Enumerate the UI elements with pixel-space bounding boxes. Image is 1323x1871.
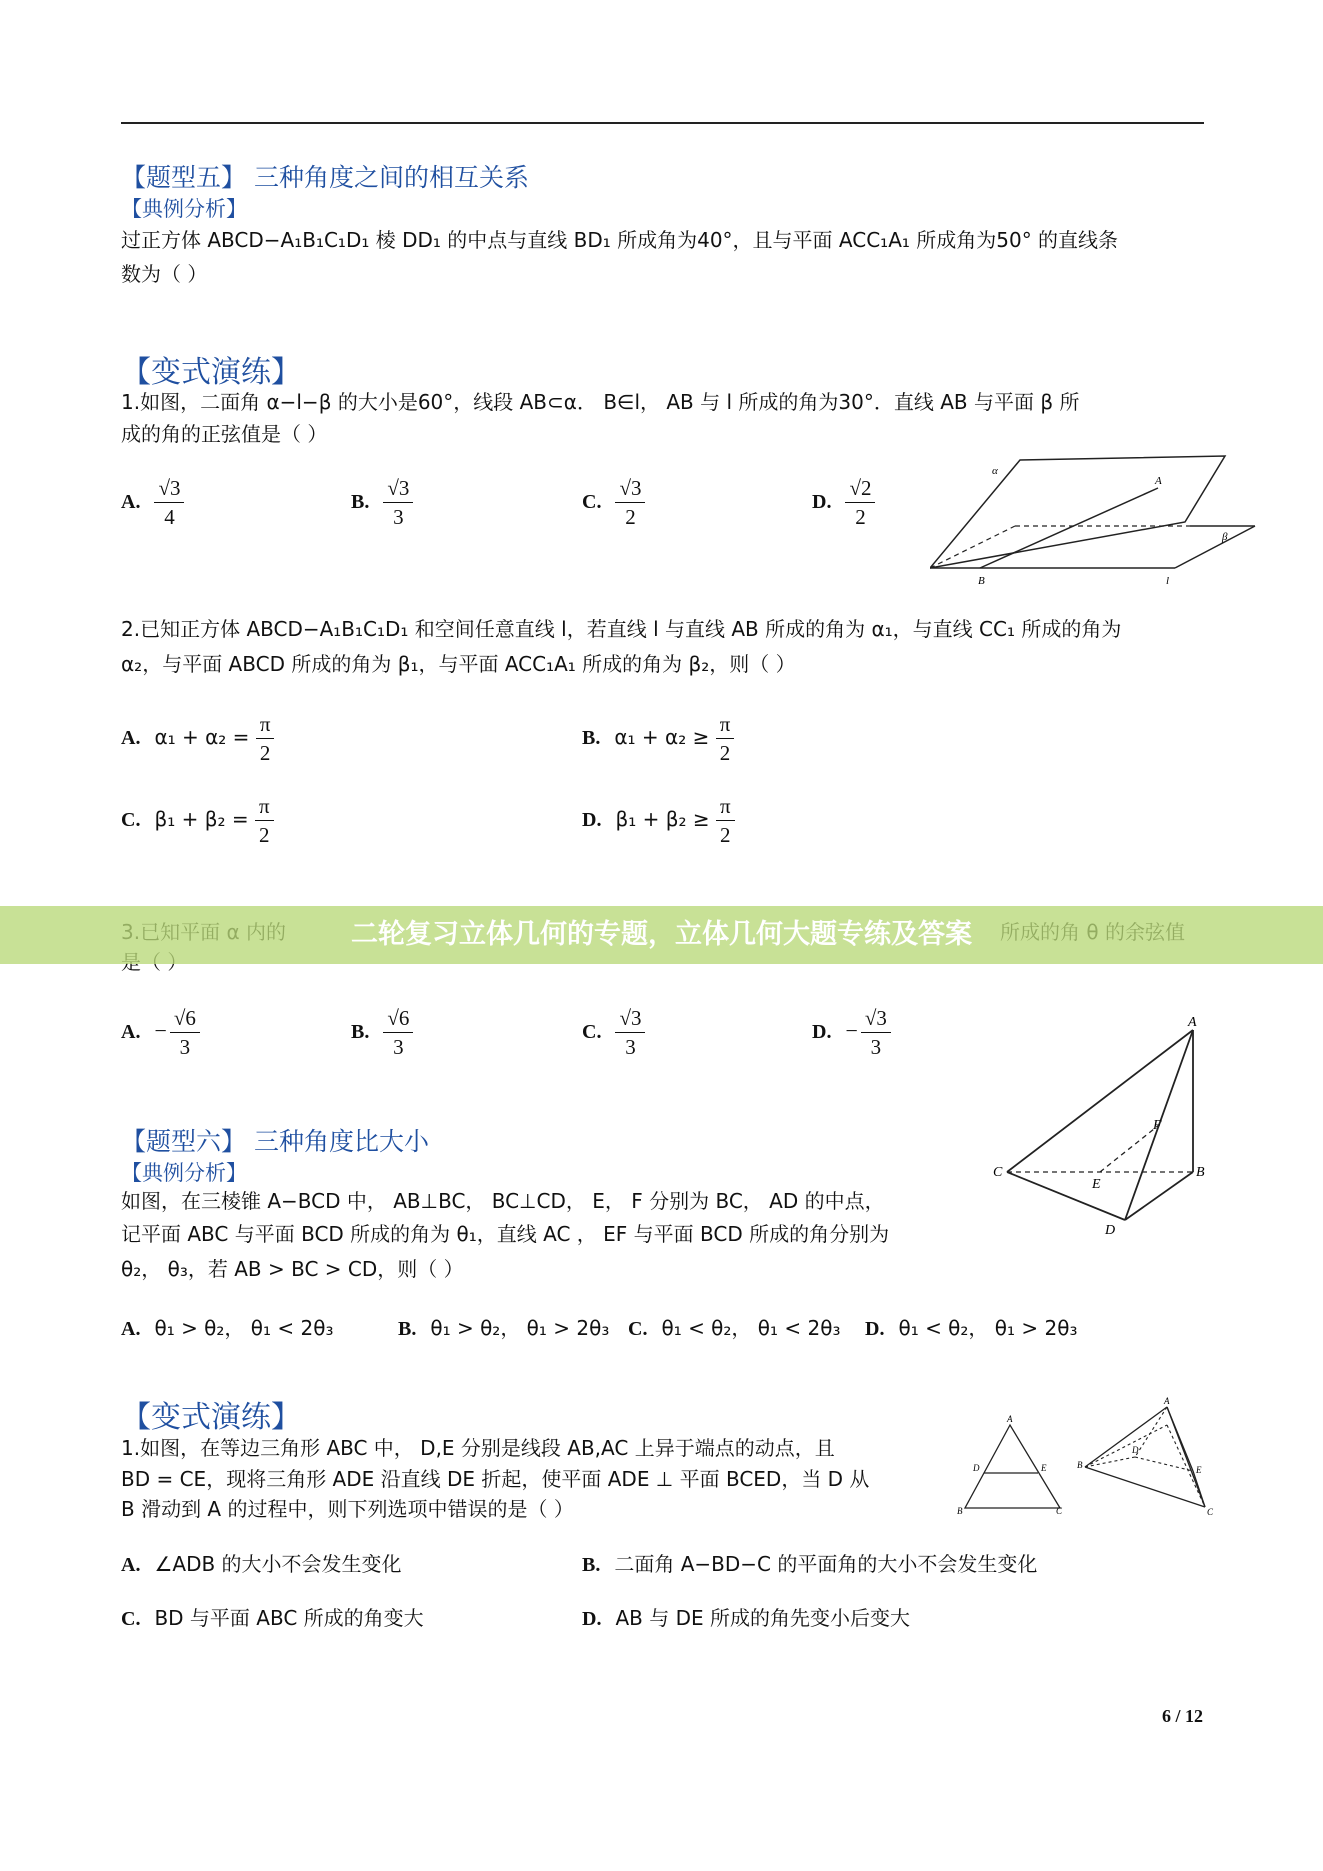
v2-option-b: B. 二面角 A−BD−C 的平面角的大小不会发生变化	[582, 1552, 1038, 1576]
v2-q1-line1: 1.如图，在等边三角形 ABC 中， D,E 分别是线段 AB,AC 上异于端点的动点，且	[121, 1436, 835, 1460]
fig3-b-label: B	[957, 1506, 963, 1516]
fig4-b-label: B	[1077, 1460, 1083, 1470]
v1-q1-option-c: C. $\frac{√3}{2}$	[582, 474, 645, 531]
v1-q2-option-a: A. α₁ + α₂ = $\frac{\pi}{2}$	[121, 710, 274, 767]
v2-option-d: D. AB 与 DE 所成的角先变小后变大	[582, 1606, 910, 1630]
v2-option-a: A. ∠ADB 的大小不会发生变化	[121, 1552, 402, 1576]
pyramid-figure	[985, 1010, 1215, 1235]
fig3-e-label: E	[1041, 1463, 1047, 1473]
section5-example-label: 【典例分析】	[121, 197, 247, 221]
v1-q3-option-a: A. − $\frac{√6}{3}$	[121, 1004, 200, 1061]
fig1-a-label: A	[1155, 475, 1162, 487]
fig4-a-label: A	[1164, 1396, 1170, 1406]
variant1-title: 【变式演练】	[121, 355, 301, 390]
fig4-d-label: D	[1132, 1445, 1139, 1455]
page-number: 6 / 12	[1161, 1706, 1203, 1726]
v1-q3-option-c: C. $\frac{√3}{3}$	[582, 1004, 645, 1061]
section6-title: 【题型六】 三种角度比大小	[121, 1127, 429, 1156]
s6-option-a: A. θ₁ > θ₂， θ₁ < 2θ₃	[121, 1316, 334, 1340]
v2-q1-line2: BD = CE，现将三角形 ADE 沿直线 DE 折起，使平面 ADE ⊥ 平面 BCED，当 D 从	[121, 1467, 870, 1491]
v1-q2-option-c: C. β₁ + β₂ = $\frac{\pi}{2}$	[121, 792, 274, 849]
v1-q2-line2: α₂，与平面 ABCD 所成的角为 β₁，与平面 ACC₁A₁ 所成的角为 β₂，则（ ）	[121, 652, 796, 676]
dihedral-figure	[930, 450, 1260, 590]
section5-title: 【题型五】 三种角度之间的相互关系	[121, 163, 529, 192]
banner-title: 二轮复习立体几何的专题，立体几何大题专练及答案	[351, 919, 972, 950]
fig2-b-label: B	[1196, 1165, 1205, 1180]
v1-q1-option-b: B. $\frac{√3}{3}$	[351, 474, 413, 531]
v1-q2-line1: 2.已知正方体 ABCD−A₁B₁C₁D₁ 和空间任意直线 l，若直线 l 与直线 AB 所成的角为 α₁，与直线 CC₁ 所成的角为	[121, 617, 1122, 641]
v2-q1-line3: B 滑动到 A 的过程中，则下列选项中错误的是（ ）	[121, 1497, 574, 1521]
fig2-e-label: E	[1092, 1177, 1101, 1192]
fig3-c-label: C	[1056, 1506, 1063, 1516]
v1-q3-option-d: D. − $\frac{√3}{3}$	[812, 1004, 891, 1061]
s6-line2: 记平面 ABC 与平面 BCD 所成的角为 θ₁，直线 AC ， EF 与平面 BCD 所成的角分别为	[121, 1222, 890, 1246]
section6-example-label: 【典例分析】	[121, 1161, 247, 1185]
s6-line3: θ₂， θ₃，若 AB > BC > CD，则（ ）	[121, 1257, 464, 1281]
section5-example-line2: 数为（ ）	[121, 262, 208, 286]
fig1-b-label: B	[978, 575, 985, 587]
fig3-a-label: A	[1007, 1414, 1013, 1424]
v1-q1-line1: 1.如图，二面角 α−l−β 的大小是60°，线段 AB⊂α． B∈l， AB 与 l 所成的角为30°．直线 AB 与平面 β 所	[121, 390, 1080, 414]
fig4-e-label: E	[1196, 1465, 1202, 1475]
s6-option-b: B. θ₁ > θ₂， θ₁ > 2θ₃	[398, 1316, 610, 1340]
section5-example-line1: 过正方体 ABCD−A₁B₁C₁D₁ 棱 DD₁ 的中点与直线 BD₁ 所成角为40°，且与平面 ACC₁A₁ 所成角为50° 的直线条	[121, 228, 1119, 252]
variant2-title: 【变式演练】	[121, 1400, 301, 1435]
s6-line1: 如图，在三棱锥 A−BCD 中， AB⊥BC， BC⊥CD， E， F 分别为 BC， AD 的中点，	[121, 1189, 885, 1213]
triangle-figure	[955, 1410, 1065, 1520]
fig2-d-label: D	[1105, 1223, 1116, 1235]
fig2-a-label: A	[1188, 1015, 1197, 1030]
s6-option-d: D. θ₁ < θ₂， θ₁ > 2θ₃	[865, 1316, 1078, 1340]
fig3-d-label: D	[973, 1463, 980, 1473]
fig1-l-label: l	[1166, 575, 1170, 587]
v1-q2-option-b: B. α₁ + α₂ ≥ $\frac{\pi}{2}$	[582, 710, 734, 767]
v2-option-c: C. BD 与平面 ABC 所成的角变大	[121, 1606, 424, 1630]
v1-q1-option-d: D. $\frac{√2}{2}$	[812, 474, 875, 531]
fig1-beta-label: β	[1222, 531, 1228, 543]
v1-q2-option-d: D. β₁ + β₂ ≥ $\frac{\pi}{2}$	[582, 792, 735, 849]
fig2-c-label: C	[993, 1165, 1003, 1180]
fig4-c-label: C	[1207, 1507, 1214, 1517]
fig1-alpha-label: α	[992, 465, 998, 477]
s6-option-c: C. θ₁ < θ₂， θ₁ < 2θ₃	[628, 1316, 841, 1340]
v1-q1-option-a: A. $\frac{√3}{4}$	[121, 474, 184, 531]
fig2-f-label: F	[1153, 1118, 1162, 1133]
v1-q3-option-b: B. $\frac{√6}{3}$	[351, 1004, 413, 1061]
top-rule	[121, 122, 1204, 124]
v1-q1-line2: 成的角的正弦值是（ ）	[121, 422, 328, 446]
folded-figure	[1075, 1395, 1220, 1520]
